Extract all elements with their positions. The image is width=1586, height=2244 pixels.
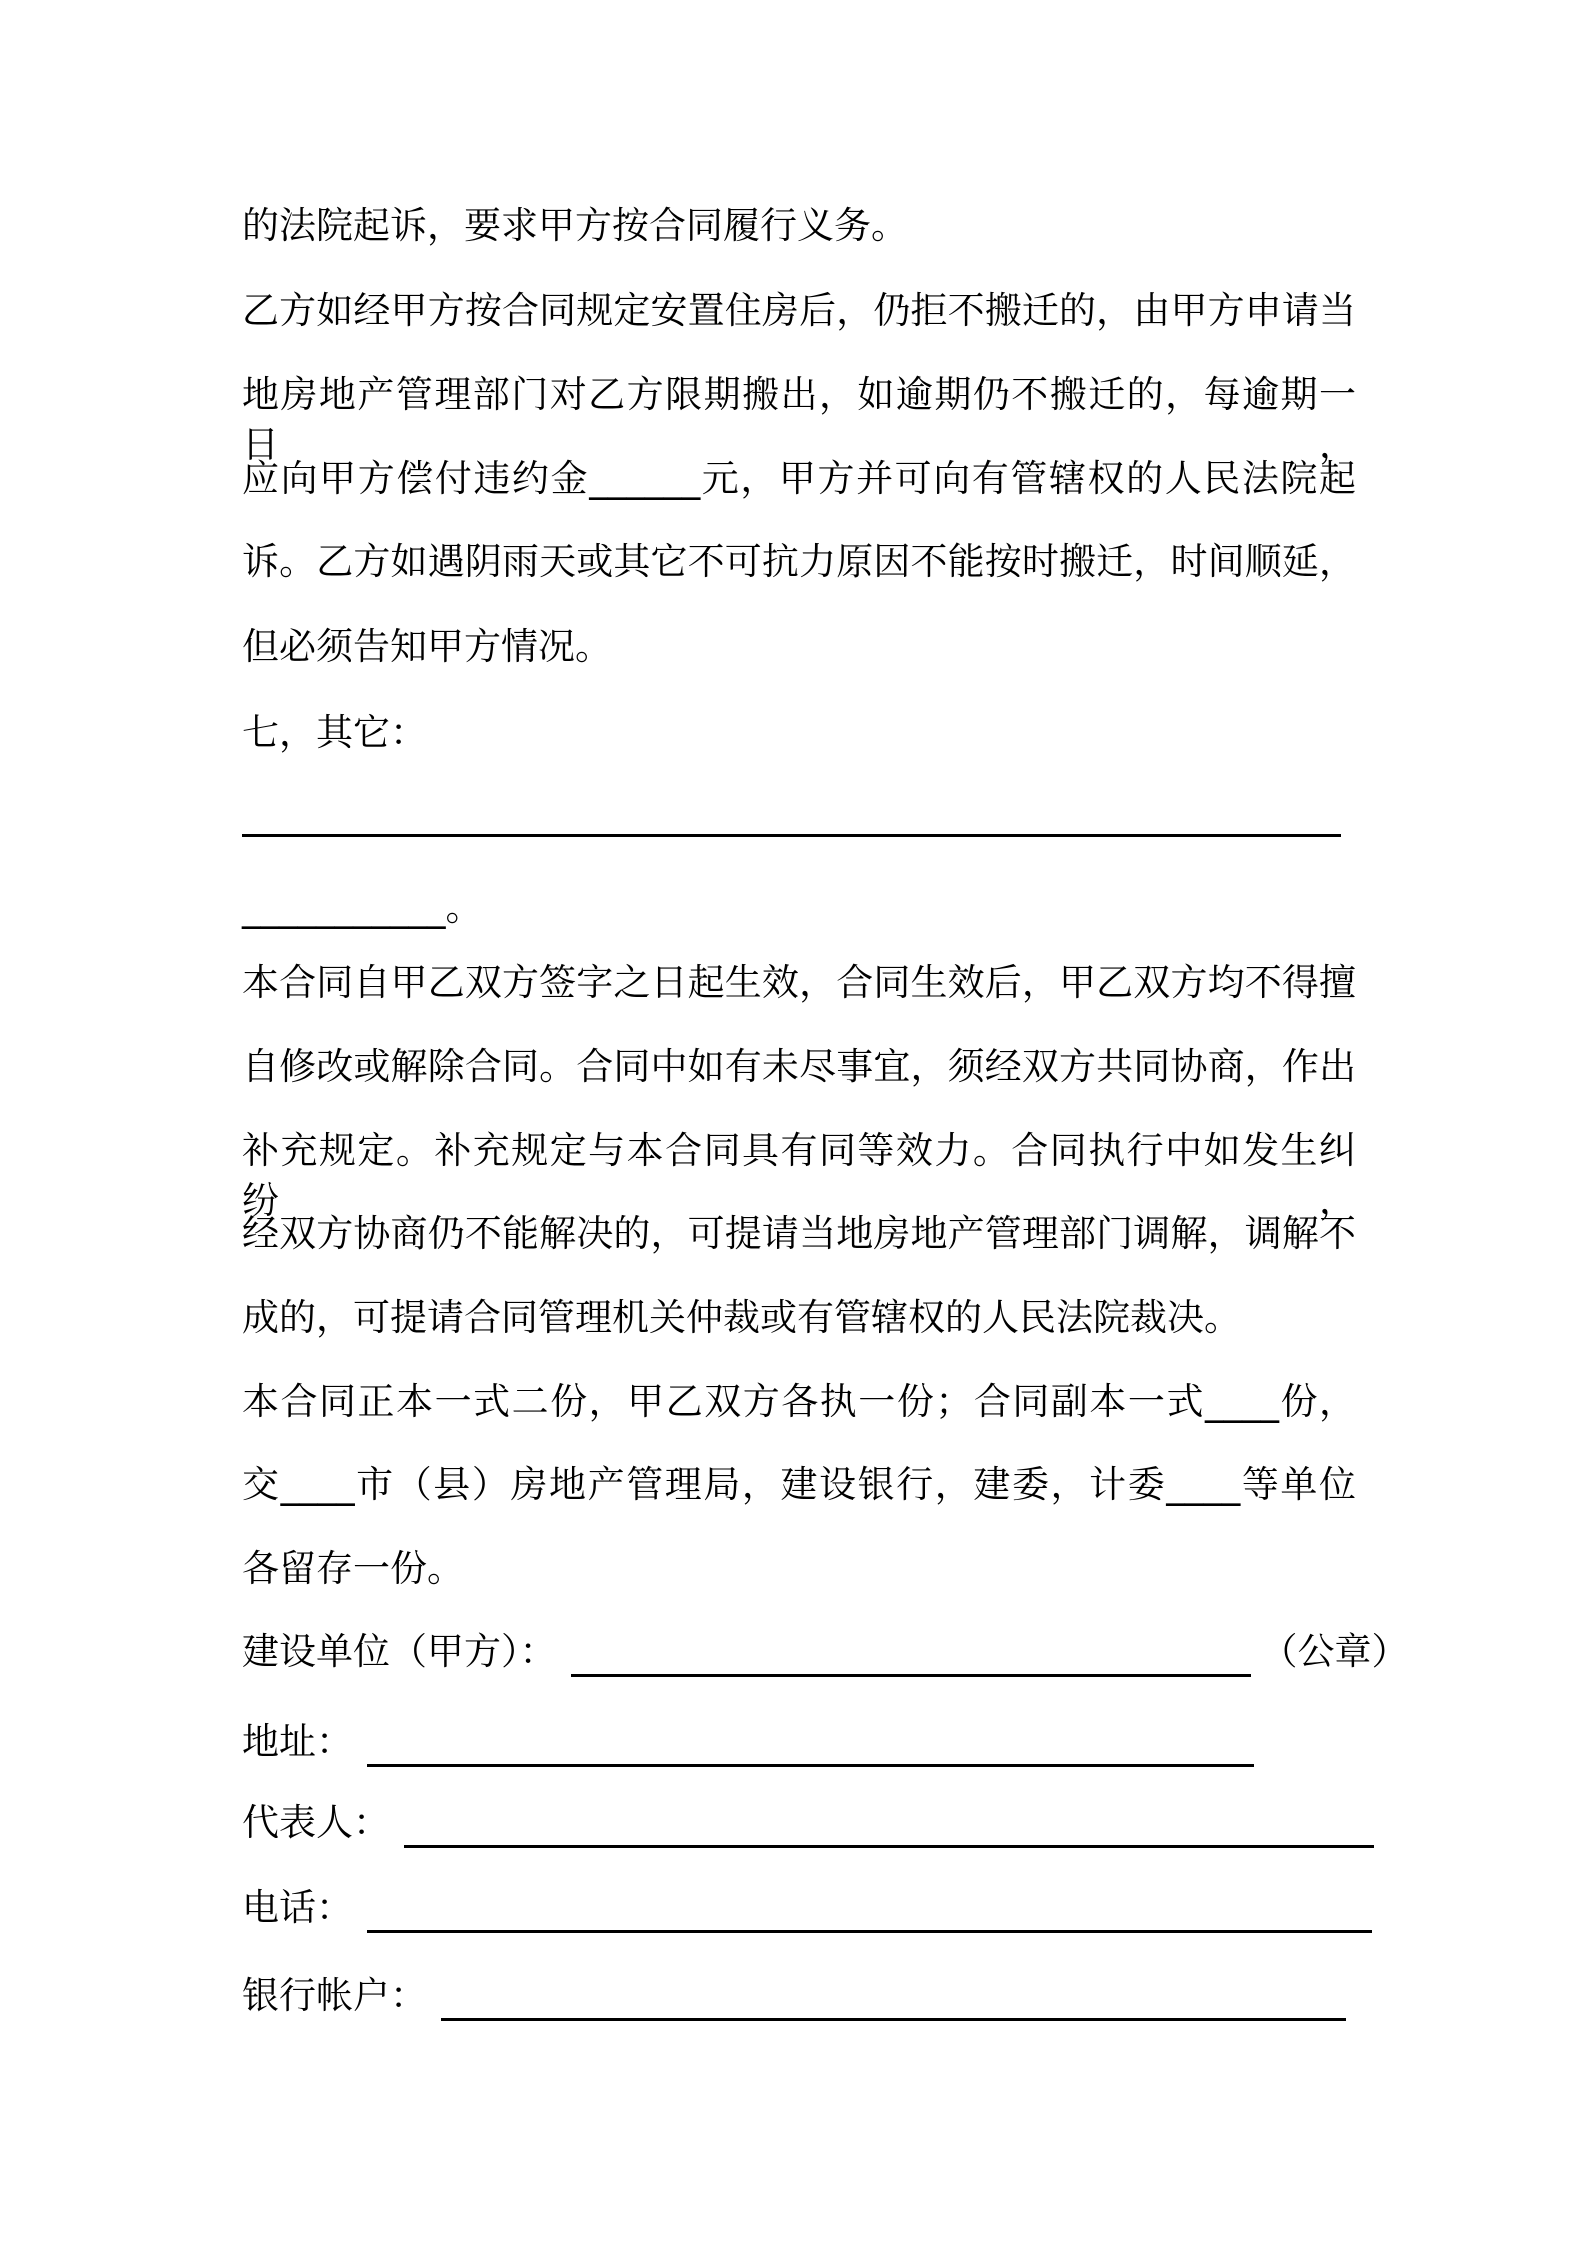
signature-address-row [242,1717,1356,1767]
text-line: 成的，可提请合同管理机关仲裁或有管辖权的人民法院裁决。 [242,1296,1241,1339]
bank-blank [441,1984,1346,2021]
unit-label: 建设单位（甲方）： [242,1630,557,1673]
signature-representative-row [242,1798,1356,1848]
other-terms-end: ___________。 [242,886,483,929]
address-label: 地址： [242,1720,353,1763]
text-line: 经双方协商仍不能解决的，可提请当地房地产管理部门调解，调解不 [242,1212,1356,1255]
text-line: 地房地产管理部门对乙方限期搬出，如逾期仍不搬迁的，每逾期一日， [242,373,1356,466]
bank-label: 银行帐户： [242,1974,427,2017]
unit-blank [571,1640,1251,1677]
text-line: 乙方如经甲方按合同规定安置住房后，仍拒不搬迁的，由甲方申请当 [242,289,1356,332]
text-line: 但必须告知甲方情况。 [242,625,612,668]
seal-label: （公章） [1260,1630,1409,1673]
phone-blank [367,1896,1372,1933]
signature-phone-row [242,1883,1356,1933]
text-line: 本合同自甲乙双方签字之日起生效，合同生效后，甲乙双方均不得擅 [242,961,1356,1004]
address-blank [367,1730,1254,1767]
phone-label: 电话： [242,1886,353,1929]
section-title-other: 七，其它： [242,711,427,754]
text-line: 的法院起诉，要求甲方按合同履行义务。 [242,204,908,247]
text-line: 补充规定。补充规定与本合同具有同等效力。合同执行中如发生纠纷， [242,1129,1356,1222]
representative-blank [404,1811,1374,1848]
text-line: 应向甲方偿付违约金______元，甲方并可向有管辖权的人民法院起 [242,457,1356,500]
other-terms-blank [242,800,1356,850]
text-line: 各留存一份。 [242,1547,464,1590]
text-line: 本合同正本一式二份，甲乙双方各执一份；合同副本一式____份， [242,1380,1356,1423]
signature-bank-row [242,1971,1356,2021]
signature-unit-row [242,1627,1409,1677]
text-line: 交____市（县）房地产管理局，建设银行，建委，计委____等单位 [242,1463,1356,1506]
representative-label: 代表人： [242,1801,390,1844]
text-line: 诉。乙方如遇阴雨天或其它不可抗力原因不能按时搬迁，时间顺延， [242,540,1356,583]
text-line: 自修改或解除合同。合同中如有未尽事宜，须经双方共同协商，作出 [242,1045,1356,1088]
